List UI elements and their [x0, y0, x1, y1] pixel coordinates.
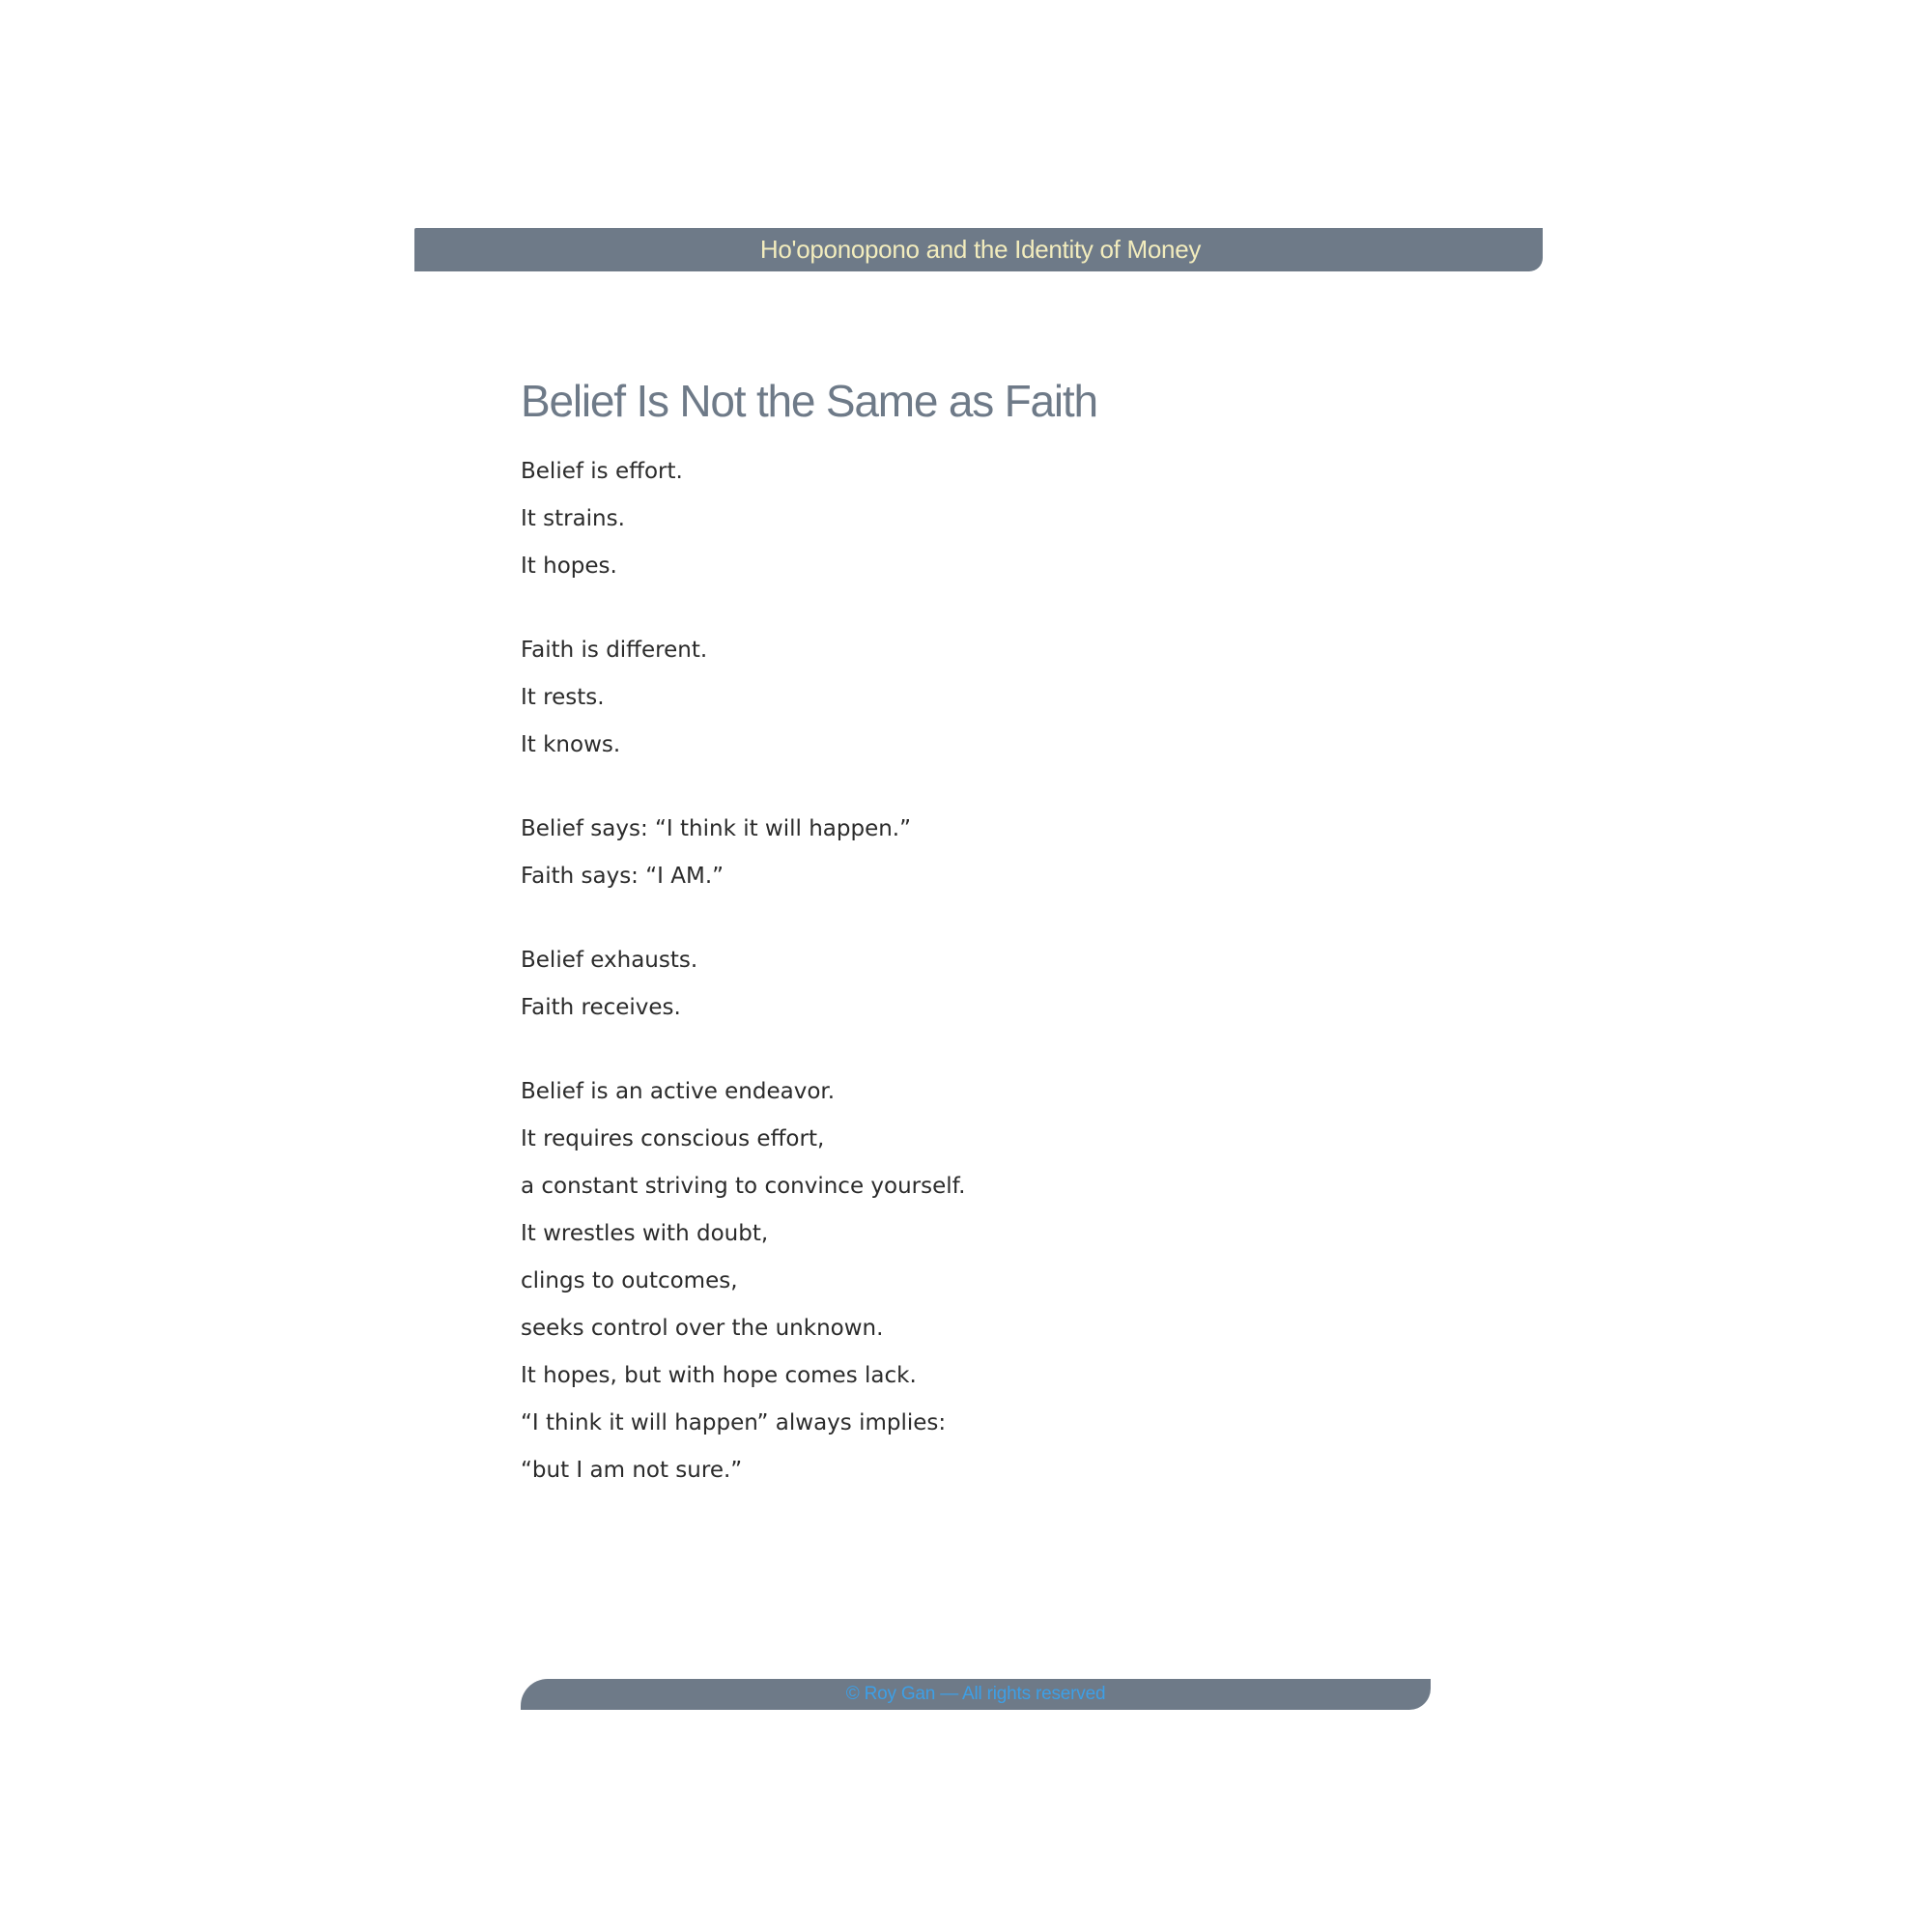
- poem-line: It rests.: [521, 685, 605, 710]
- stanza-5: [521, 1068, 1487, 1494]
- poem-line: It hopes.: [521, 554, 617, 579]
- poem-line: It strains.: [521, 506, 625, 531]
- poem-line: Belief is effort.: [521, 459, 683, 484]
- poem-line: Belief is an active endeavor.: [521, 1079, 836, 1104]
- poem-line: “I think it will happen” always implies:: [521, 1410, 947, 1435]
- poem-line: clings to outcomes,: [521, 1268, 738, 1293]
- poem-line: seeks control over the unknown.: [521, 1316, 884, 1341]
- poem-line: Faith says: “I AM.”: [521, 864, 724, 889]
- poem-line: It wrestles with doubt,: [521, 1221, 769, 1246]
- page-title: Belief Is Not the Same as Faith: [521, 376, 1097, 426]
- poem-line: Faith receives.: [521, 995, 681, 1020]
- poem-line: Belief says: “I think it will happen.”: [521, 816, 912, 841]
- copyright-notice: © Roy Gan — All rights reserved: [845, 1684, 1106, 1704]
- stanza-1: [521, 448, 1487, 590]
- stanza-4: [521, 937, 1487, 1032]
- poem-line: Belief exhausts.: [521, 948, 698, 973]
- page-content: [521, 367, 1487, 1531]
- poem-line: It knows.: [521, 732, 621, 757]
- poem-line: a constant striving to convince yourself.: [521, 1174, 966, 1199]
- poem-line: It requires conscious effort,: [521, 1126, 825, 1151]
- book-title: Ho'oponopono and the Identity of Money: [759, 235, 1202, 264]
- poem-line: It hopes, but with hope comes lack.: [521, 1363, 917, 1388]
- poem-line: Faith is different.: [521, 638, 708, 663]
- running-header: [414, 228, 1543, 271]
- stanza-3: [521, 806, 1487, 900]
- running-footer: [521, 1679, 1431, 1710]
- poem-line: “but I am not sure.”: [521, 1458, 743, 1483]
- stanza-2: [521, 627, 1487, 769]
